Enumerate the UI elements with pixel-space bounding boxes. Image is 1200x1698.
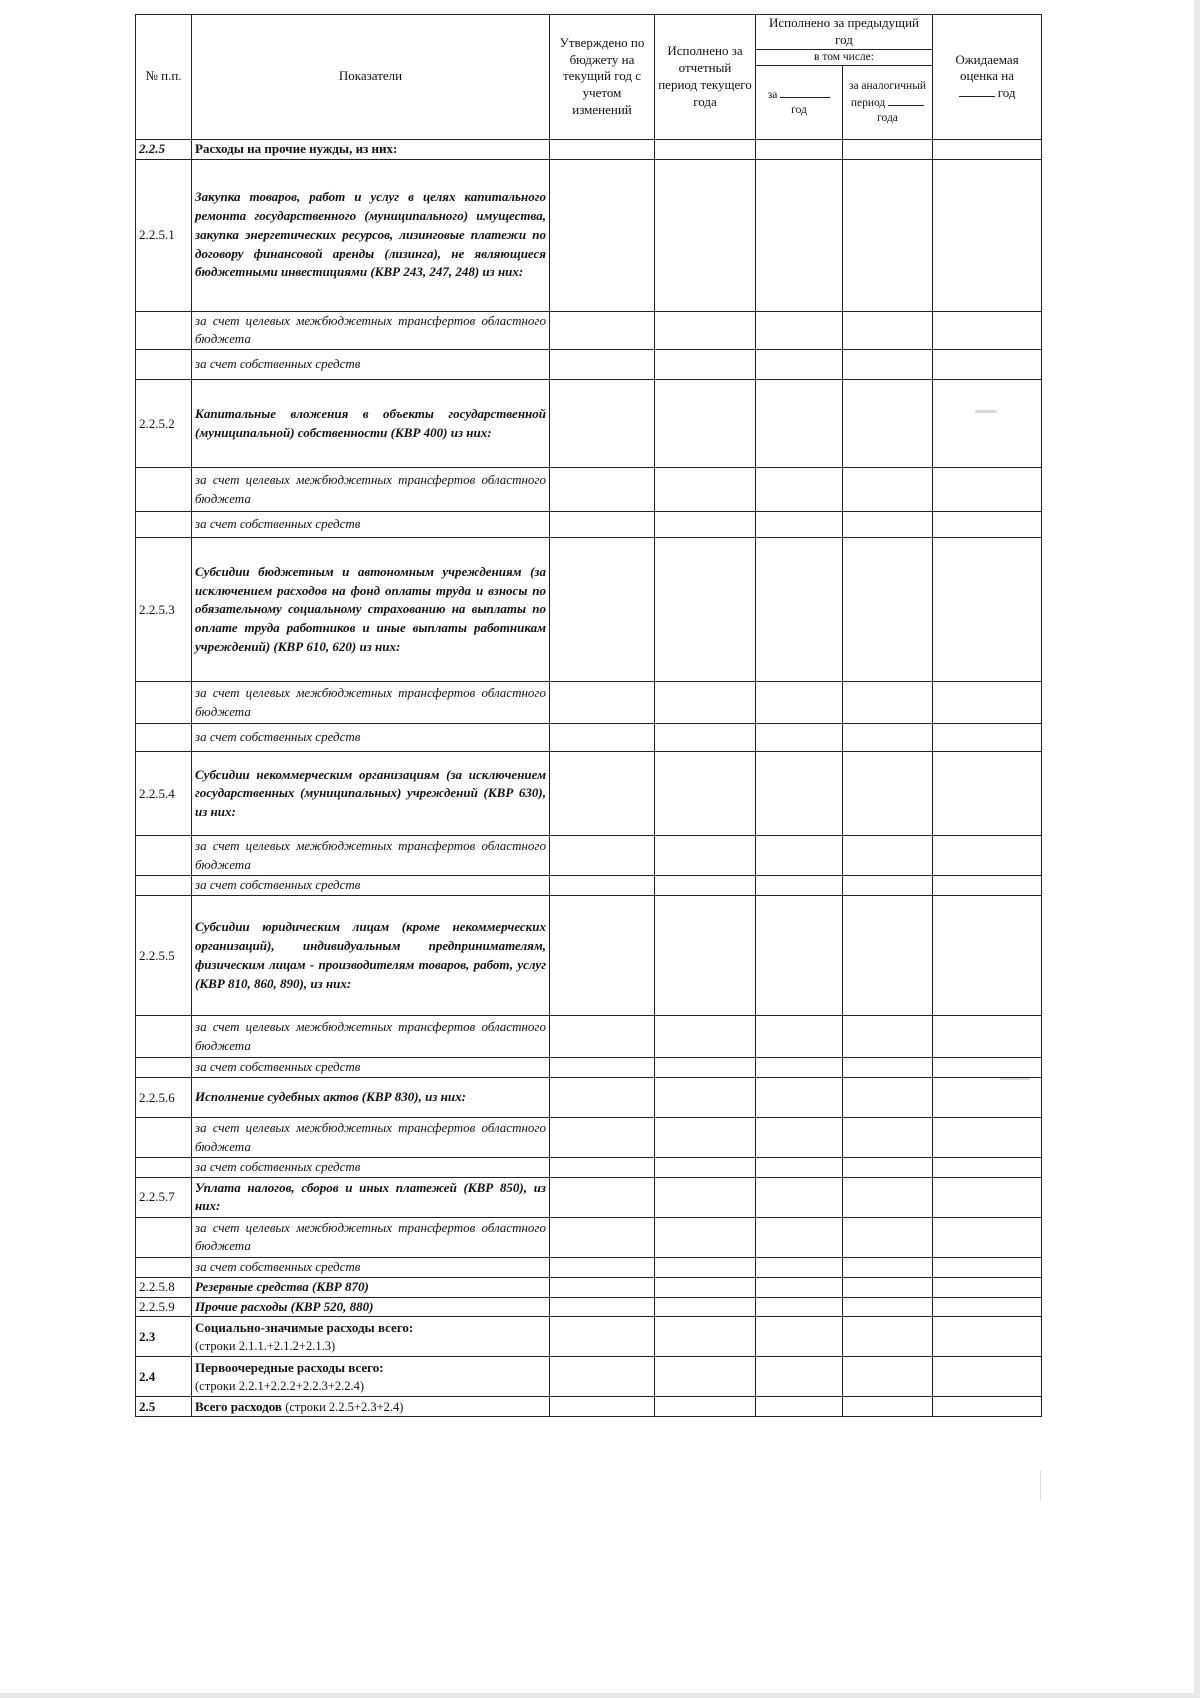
row-number: 2.2.5.9 <box>136 1297 192 1317</box>
row-indicator: за счет целевых межбюджетных трансфертов областного бюджета <box>192 1118 550 1158</box>
row-indicator: за счет собственных средств <box>192 350 550 380</box>
year-blank-line <box>959 85 995 97</box>
row-indicator: Субсидии некоммерческим организациям (за исключением государственных (муниципальных) учреждений (КВР 630), из них: <box>192 752 550 836</box>
table-row <box>136 1277 1042 1297</box>
header-similar-suffix: года <box>877 111 898 124</box>
row-indicator: Субсидии бюджетным и автономным учреждениям (за исключением расходов на фонд оплаты труда и взносы по обязательному социальному страхованию на выплаты по оплате труда работников и иные выплаты работникам учреждений) (КВР 610, 620) из них: <box>192 538 550 682</box>
table-row <box>136 1397 1042 1417</box>
year-blank-line <box>780 86 830 98</box>
row-indicator: Расходы на прочие нужды, из них: <box>192 139 550 159</box>
row-indicator: за счет целевых межбюджетных трансфертов областного бюджета <box>192 468 550 512</box>
table-row <box>136 1317 1042 1357</box>
row-number: 2.2.5 <box>136 139 192 159</box>
row-number <box>136 836 192 876</box>
table-body <box>136 139 1042 1417</box>
row-number: 2.2.5.8 <box>136 1277 192 1297</box>
table-row <box>136 380 1042 468</box>
row-number: 2.2.5.3 <box>136 538 192 682</box>
row-indicator <box>192 1317 550 1357</box>
table-row <box>136 1217 1042 1257</box>
header-indicator: Показатели <box>192 15 550 140</box>
table-row <box>136 350 1042 380</box>
table-row <box>136 1058 1042 1078</box>
row-indicator-text: Первоочередные расходы всего: <box>195 1360 384 1376</box>
row-indicator-note: (строки 2.2.1+2.2.2+2.2.3+2.2.4) <box>195 1378 365 1393</box>
scan-smudge <box>1040 1470 1041 1500</box>
row-number <box>136 1257 192 1277</box>
row-number <box>136 1016 192 1058</box>
header-similar-period <box>843 65 933 139</box>
header-for-year-prefix: за <box>767 89 778 102</box>
row-number <box>136 1158 192 1178</box>
row-indicator: за счет собственных средств <box>192 1257 550 1277</box>
row-number: 2.2.5.6 <box>136 1078 192 1118</box>
table-row <box>136 1177 1042 1217</box>
row-indicator: за счет собственных средств <box>192 724 550 752</box>
row-indicator: Капитальные вложения в объекты государственной (муниципальной) собственности (КВР 400) из них: <box>192 380 550 468</box>
row-indicator: Резервные средства (КВР 870) <box>192 1277 550 1297</box>
table-row <box>136 538 1042 682</box>
table-row <box>136 1158 1042 1178</box>
expenditure-table <box>135 14 1042 1417</box>
header-incl: в том числе: <box>756 49 933 65</box>
row-indicator: за счет собственных средств <box>192 1058 550 1078</box>
table-row <box>136 311 1042 350</box>
header-approved: Утверждено по бюджету на текущий год с учетом изменений <box>550 15 655 140</box>
row-indicator: Закупка товаров, работ и услуг в целях капитального ремонта государственного (муниципального) имущества, закупка энергетических ресурсов, лизинговые платежи по договору финансовой аренды (лизинга), не являющиеся бюджетными инвестициями (КВР 243, 247, 248) из них: <box>192 159 550 311</box>
row-number: 2.2.5.1 <box>136 159 192 311</box>
row-number: 2.3 <box>136 1317 192 1357</box>
row-indicator: за счет целевых межбюджетных трансфертов областного бюджета <box>192 1016 550 1058</box>
row-number: 2.2.5.7 <box>136 1177 192 1217</box>
row-number: 2.4 <box>136 1357 192 1397</box>
row-indicator-note: (строки 2.2.5+2.3+2.4) <box>285 1399 404 1414</box>
row-indicator: Субсидии юридическим лицам (кроме некоммерческих организаций), индивидуальным предпринимателям, физическим лицам - производителям товаров, работ, услуг (КВР 810, 860, 890), из них: <box>192 896 550 1016</box>
row-number <box>136 1058 192 1078</box>
row-number <box>136 311 192 350</box>
table-header <box>136 15 1042 140</box>
table-row <box>136 468 1042 512</box>
row-number <box>136 682 192 724</box>
row-number <box>136 724 192 752</box>
table-row <box>136 512 1042 538</box>
table-row <box>136 1016 1042 1058</box>
row-indicator: за счет целевых межбюджетных трансфертов областного бюджета <box>192 311 550 350</box>
scan-smudge <box>975 410 997 413</box>
table-row <box>136 682 1042 724</box>
row-indicator: за счет собственных средств <box>192 876 550 896</box>
table-row <box>136 724 1042 752</box>
table-row <box>136 159 1042 311</box>
header-executed-prev: Исполнено за предыдущий год <box>756 15 933 50</box>
table-row <box>136 836 1042 876</box>
row-indicator: Исполнение судебных актов (КВР 830), из них: <box>192 1078 550 1118</box>
page-edge-right <box>1194 0 1200 1698</box>
row-number <box>136 1118 192 1158</box>
table-row <box>136 139 1042 159</box>
row-indicator <box>192 1357 550 1397</box>
header-for-year-suffix: год <box>791 104 807 117</box>
header-expected <box>933 15 1042 140</box>
row-number: 2.5 <box>136 1397 192 1417</box>
row-indicator: за счет целевых межбюджетных трансфертов областного бюджета <box>192 1217 550 1257</box>
header-for-year <box>756 65 843 139</box>
table-row <box>136 1357 1042 1397</box>
row-indicator-note: (строки 2.1.1.+2.1.2+2.1.3) <box>195 1338 336 1353</box>
table-row <box>136 1297 1042 1317</box>
row-indicator: за счет собственных средств <box>192 512 550 538</box>
row-indicator-text: Всего расходов <box>195 1398 282 1414</box>
row-indicator: за счет целевых межбюджетных трансфертов областного бюджета <box>192 682 550 724</box>
header-expected-prefix: Ожидаемая оценка на <box>955 51 1019 84</box>
row-number <box>136 350 192 380</box>
page-edge-bottom <box>0 1693 1200 1698</box>
header-num: № п.п. <box>136 15 192 140</box>
year-blank-line <box>888 94 924 106</box>
table-row <box>136 1078 1042 1118</box>
row-number <box>136 512 192 538</box>
row-number: 2.2.5.5 <box>136 896 192 1016</box>
header-expected-suffix: год <box>997 85 1016 101</box>
row-number <box>136 1217 192 1257</box>
scan-smudge <box>1000 1078 1030 1080</box>
table-row <box>136 1257 1042 1277</box>
row-indicator <box>192 1397 550 1417</box>
row-indicator: Уплата налогов, сборов и иных платежей (КВР 850), из них: <box>192 1177 550 1217</box>
row-indicator-text: Социально-значимые расходы всего: <box>195 1320 414 1336</box>
row-indicator: за счет собственных средств <box>192 1158 550 1178</box>
row-number <box>136 876 192 896</box>
row-number: 2.2.5.4 <box>136 752 192 836</box>
row-number <box>136 468 192 512</box>
row-indicator: Прочие расходы (КВР 520, 880) <box>192 1297 550 1317</box>
table-row <box>136 876 1042 896</box>
header-similar-prefix: за аналогичный период <box>848 79 927 109</box>
table-row <box>136 896 1042 1016</box>
row-indicator: за счет целевых межбюджетных трансфертов областного бюджета <box>192 836 550 876</box>
row-number: 2.2.5.2 <box>136 380 192 468</box>
table-row <box>136 1118 1042 1158</box>
header-executed-current: Исполнено за отчетный период текущего года <box>655 15 756 140</box>
table-row <box>136 752 1042 836</box>
